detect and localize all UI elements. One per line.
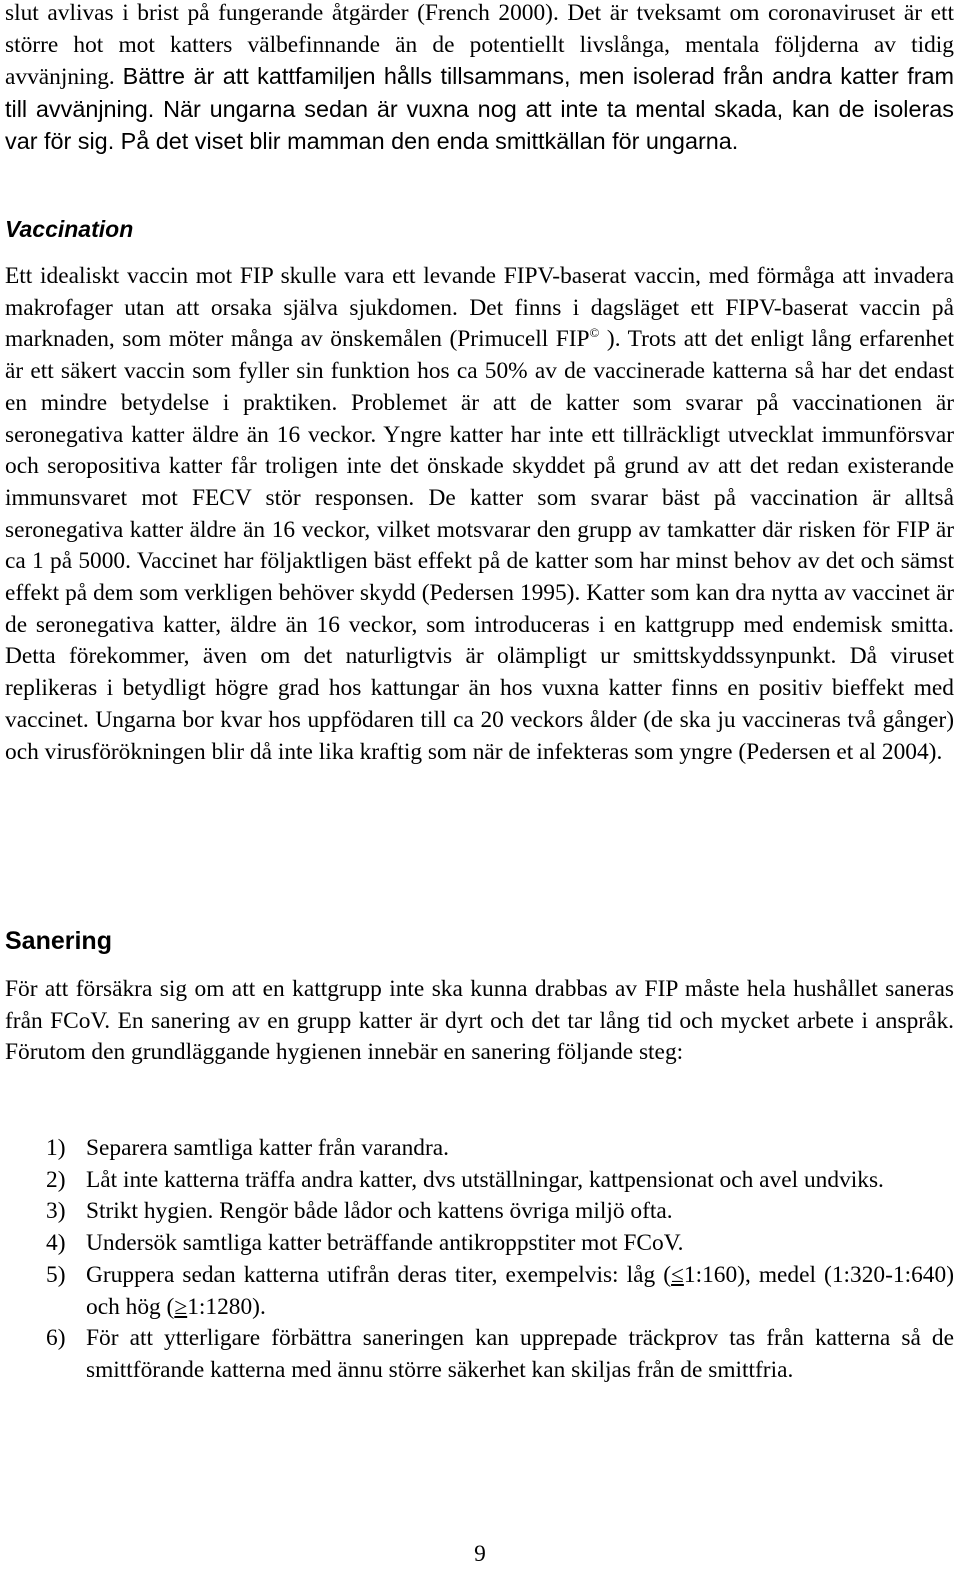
- list-item-text: Separera samtliga katter från varandra.: [86, 1135, 450, 1161]
- list-number: 4): [46, 1230, 66, 1257]
- vaccination-paragraph: [5, 261, 954, 768]
- copyright-mark: ©: [589, 325, 600, 341]
- sanering-intro: För att försäkra sig om att en kattgrupp inte ska kunna drabbas av FIP måste hela hushållet saneras från FCoV. En sanering av en grupp katter är dyrt och det tar lång tid och mycket arbete i anspråk. Förutom den grundläggande hygienen innebär en sanering följande steg:: [5, 976, 954, 1066]
- list-number: 1): [46, 1135, 66, 1161]
- sanering-steps-list: [0, 1133, 954, 1387]
- list-item: [0, 1228, 954, 1260]
- list-item-text-c: 1:1280).: [187, 1293, 266, 1320]
- intro-text-sans: Bättre är att kattfamiljen hålls tillsammans, men isolerad från andra katter fram till avvänjning. När ungarna sedan är vuxna nog att inte ta mental skada, kan de isoleras var för sig. På det viset blir mamman den enda smittkällan för ungarna.: [5, 63, 954, 154]
- list-item-text: Undersök samtliga katter beträffande antikroppstiter mot FCoV.: [86, 1230, 684, 1257]
- list-number: 3): [46, 1198, 66, 1225]
- sanering-heading: Sanering: [5, 927, 112, 955]
- list-item: [0, 1165, 954, 1197]
- list-item-text-a: Gruppera sedan katterna utifrån deras titer, exempelvis: låg (: [86, 1261, 672, 1288]
- intro-text-serif: slut avlivas i brist på fungerande åtgärder (French 2000). Det är tveksamt om coronaviruset är ett större hot mot katters välbefinnande än de potentiellt livslånga, mentala följderna av tidig avvänjning.: [5, 0, 954, 90]
- list-item-text: För att ytterligare förbättra saneringen kan upprepade träckprov tas från katterna så de smittförande katterna med ännu större säkerhet kan skiljas från de smittfria.: [86, 1325, 954, 1383]
- list-number: 5): [46, 1261, 66, 1288]
- list-item-text: Strikt hygien. Rengör både lådor och kattens övriga miljö ofta.: [86, 1198, 673, 1225]
- list-item: [0, 1323, 954, 1386]
- list-item: [0, 1196, 954, 1228]
- greater-equal-symbol: ≥: [174, 1293, 188, 1320]
- vaccination-text-b: ). Trots att det enligt lång erfarenhet är ett säkert vaccin som fyller sin funktion hos ca 50% av de vaccinerade katterna så har det endast en mindre betydelse i praktiken. Problemet är att de katter som svarar på vaccinationen är seronegativa katter äldre än 16 veckor. Yngre katter har inte ett tillräckligt utvecklat immunförsvar och seropositiva katter får troligen inte det önskade skyddet på grund av att det redan existerande immunsvaret mot FECV stör responsen. De katter som svarar bäst på vaccination är alltså seronegativa katter äldre än 16 veckor, vilket motsvarar den grupp av tamkatter där risken för FIP är ca 1 på 5000. Vaccinet har följaktligen bäst effekt på de katter som har minst behov av det och sämst effekt på dem som verkligen behöver skydd (Pedersen 1995). Katter som kan dra nytta av vaccinet är de seronegativa katter, äldre än 16 veckor, som introduceras i en kattgrupp med endemisk smitta. Detta förekommer, även om det naturligtvis är olämpligt ur smittskyddssynpunkt. Då viruset replikeras i betydligt högre grad hos kattungar än hos vuxna katter finns en positiv bieffekt med vaccinet. Ungarna bor kvar hos uppfödaren till ca 20 veckors ålder (de ska ju vaccineras två gånger) och virusförökningen blir då inte lika kraftig som när de infekteras som yngre (Pedersen et al 2004).: [5, 326, 954, 765]
- list-item: [0, 1133, 954, 1165]
- list-item: [0, 1260, 954, 1323]
- list-item-text-b: 1:160), medel (1:320-1:640) och hög (: [86, 1261, 954, 1320]
- less-equal-symbol: ≤: [671, 1261, 684, 1288]
- list-number: 2): [46, 1166, 66, 1193]
- intro-paragraph: [5, 0, 954, 159]
- vaccination-heading: Vaccination: [5, 216, 134, 242]
- vaccination-text-a: Ett idealiskt vaccin mot FIP skulle vara ett levande FIPV-baserat vaccin, med förmåga att invadera makrofager utan att orsaka själva sjukdomen. Det finns i dagsläget ett FIPV-baserat vaccin på marknaden, som möter många av önskemålen (Primucell FIP: [5, 263, 954, 353]
- list-number: 6): [46, 1325, 66, 1352]
- page-number: 9: [474, 1541, 486, 1567]
- list-item-text: Låt inte katterna träffa andra katter, dvs utställningar, kattpensionat och avel undviks.: [86, 1166, 884, 1193]
